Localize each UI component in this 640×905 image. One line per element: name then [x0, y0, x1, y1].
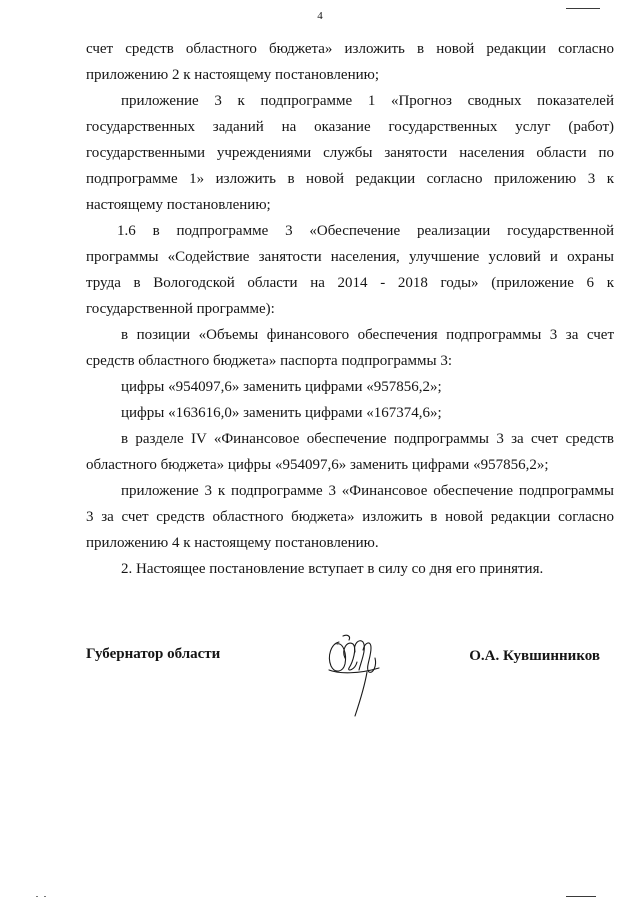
- text-line: цифры «163616,0» заменить цифрами «167374,6»;: [121, 405, 442, 421]
- text-line: областного бюджета» цифры «954097,6» заменить цифрами «957856,2»;: [86, 457, 549, 473]
- scan-mark-top-right: [566, 8, 600, 9]
- scan-dot-bottom-left: [44, 896, 46, 897]
- text-line: подпрограмме 1» изложить в новой редакции согласно приложению 3 к: [86, 171, 614, 187]
- text-line: средств областного бюджета» паспорта подпрограммы 3:: [86, 353, 453, 369]
- scan-mark-bottom-right: [566, 896, 596, 897]
- scan-dot-bottom-left: [36, 896, 38, 897]
- text-line: приложение 3 к подпрограмме 3 «Финансовое обеспечение подпрограммы: [121, 483, 614, 499]
- text-line: государственными учреждениями службы занятости населения области по: [86, 145, 614, 161]
- text-line: приложению 2 к настоящему постановлению;: [86, 67, 379, 83]
- text-line: государственной программе):: [86, 301, 275, 317]
- document-body: [86, 36, 614, 582]
- text-line: в позиции «Объемы финансового обеспечения подпрограммы 3 за счет: [121, 327, 614, 343]
- text-line: приложению 4 к настоящему постановлению.: [86, 535, 379, 551]
- text-line: счет средств областного бюджета» изложить в новой редакции согласно: [86, 41, 614, 57]
- signatory-name: О.А. Кувшинников: [469, 648, 600, 664]
- text-line: настоящему постановлению;: [86, 197, 271, 213]
- page-number: 4: [317, 10, 323, 22]
- text-line: приложение 3 к подпрограмме 1 «Прогноз сводных показателей: [121, 93, 614, 109]
- text-line: труда в Вологодской области на 2014 - 2018 годы» (приложение 6 к: [86, 275, 614, 291]
- text-line: 2. Настоящее постановление вступает в силу со дня его принятия.: [121, 561, 544, 577]
- text-line: 3 за счет средств областного бюджета» изложить в новой редакции согласно: [86, 509, 614, 525]
- handwritten-signature: [325, 628, 385, 720]
- signatory-title: Губернатор области: [86, 646, 221, 662]
- text-line: в разделе IV «Финансовое обеспечение подпрограммы 3 за счет средств: [121, 431, 614, 447]
- text-line: 1.6 в подпрограмме 3 «Обеспечение реализации государственной: [117, 223, 614, 239]
- text-line: государственных заданий на оказание государственных услуг (работ): [86, 119, 614, 135]
- text-line: цифры «954097,6» заменить цифрами «957856,2»;: [121, 379, 442, 395]
- text-line: программы «Содействие занятости населения, улучшение условий и охраны: [86, 249, 614, 265]
